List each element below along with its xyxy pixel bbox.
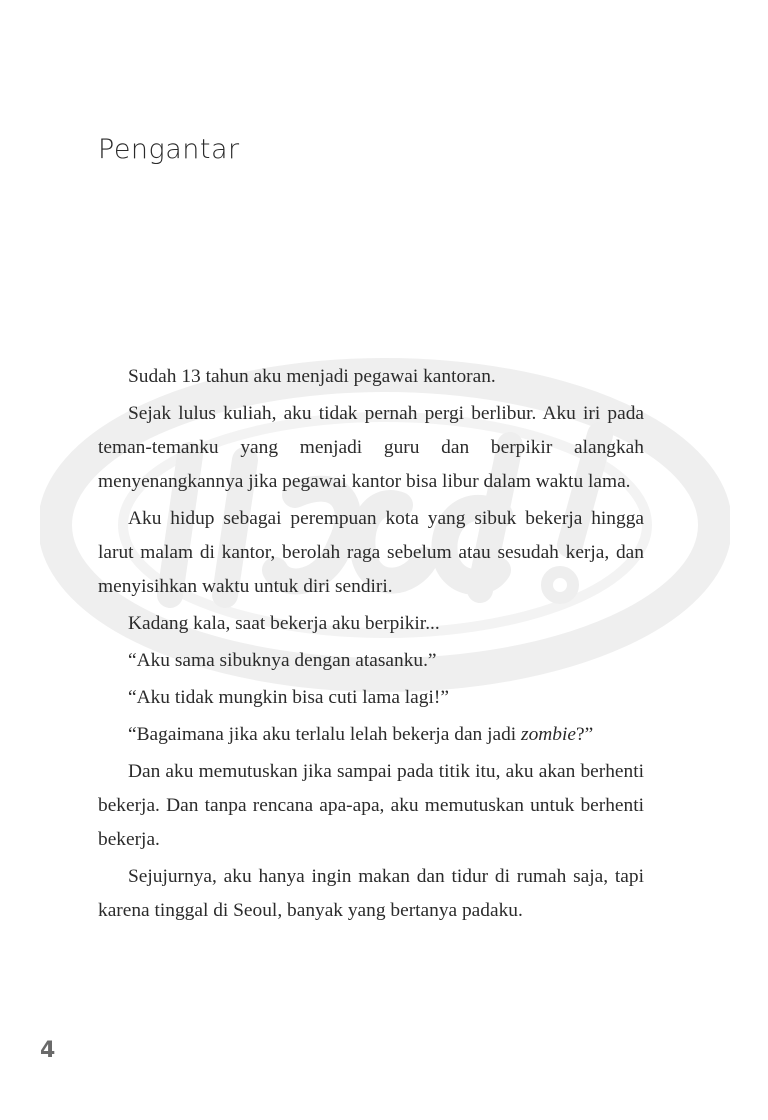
paragraph [98,718,644,752]
paragraph: Sejujurnya, aku hanya ingin makan dan tidur di rumah saja, tapi karena tinggal di Seoul, banyak yang bertanya padaku. [98,866,644,921]
paragraph-text: ?” [575,724,594,745]
paragraph: Kadang kala, saat bekerja aku berpikir... [128,613,440,634]
paragraph: Sejak lulus kuliah, aku tidak pernah pergi berlibur. Aku iri pada teman-temanku yang menjadi guru dan berpikir alangkah menyenangkannya jika pegawai kantor bisa libur dalam waktu lama. [98,403,644,492]
italic-word: zombie [521,724,576,745]
paragraph: Dan aku memutuskan jika sampai pada titik itu, aku akan berhenti bekerja. Dan tanpa rencana apa-apa, aku memutuskan untuk berhenti bekerja. [98,761,644,850]
page-number: 4 [40,1038,56,1063]
paragraph: “Aku tidak mungkin bisa cuti lama lagi!” [128,687,449,708]
body-text [98,360,644,931]
paragraph: Sudah 13 tahun aku menjadi pegawai kantoran. [128,366,496,387]
paragraph: “Aku sama sibuknya dengan atasanku.” [128,650,437,671]
chapter-title: Pengantar [98,134,240,165]
paragraph: Aku hidup sebagai perempuan kota yang sibuk bekerja hingga larut malam di kantor, berolah raga sebelum atau sesudah kerja, dan menyisihkan waktu untuk diri sendiri. [98,508,644,597]
paragraph-text: “Bagaimana jika aku terlalu lelah bekerja dan jadi [128,724,517,745]
